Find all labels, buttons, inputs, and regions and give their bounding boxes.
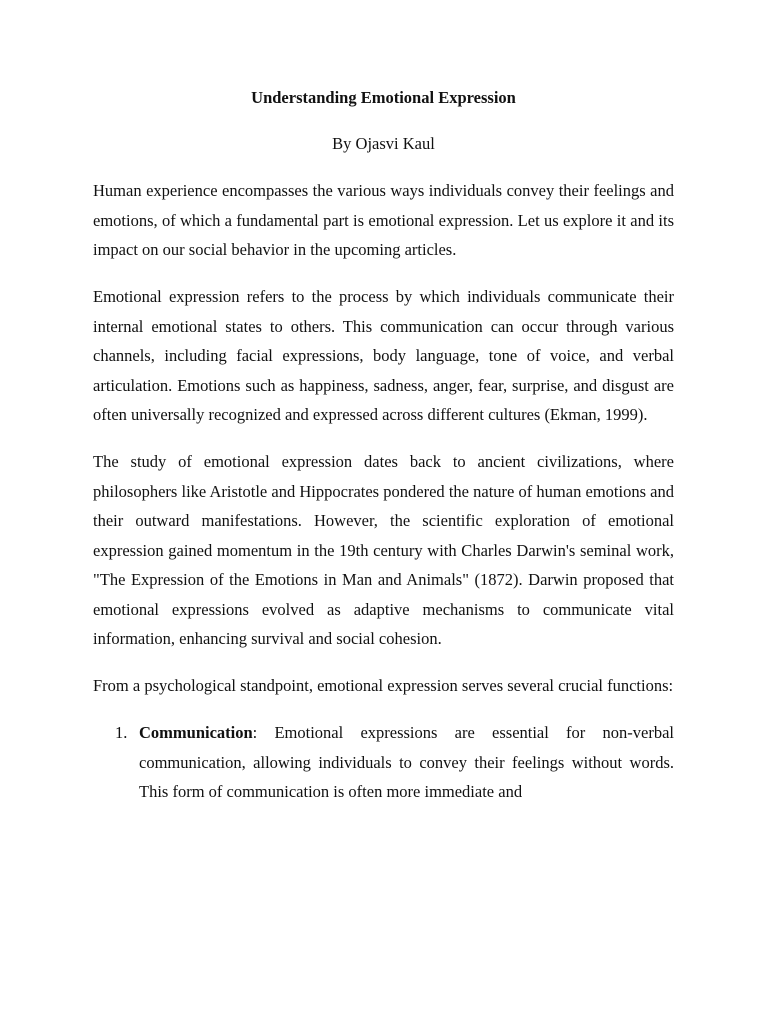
paragraph-functions-intro: From a psychological standpoint, emotional expression serves several crucial functions: — [93, 676, 674, 695]
paragraph-history: The study of emotional expression dates back to ancient civilizations, where philosophers like Aristotle and Hippocrates pondered the nature of human emotions and their outward manifestations. However, the scientific exploration of emotional expression gained momentum in the 19th century with Charles Darwin's seminal work, "The Expression of the Emotions in Man and Animals" (1872). Darwin proposed that emotional expressions evolved as adaptive mechanisms to communicate vital information, enhancing survival and social cohesion. — [93, 452, 674, 648]
list-item-text: : Emotional expressions are essential for non-verbal communication, allowing individuals to convey their feelings without words. This form of communication is often more immediate and — [139, 723, 674, 801]
list-item — [93, 718, 674, 807]
document-byline: By Ojasvi Kaul — [332, 134, 435, 153]
document-title: Understanding Emotional Expression — [251, 88, 516, 107]
paragraph-intro: Human experience encompasses the various ways individuals convey their feelings and emotions, of which a fundamental part is emotional expression. Let us explore it and its impact on our social behavior in the upcoming articles. — [93, 181, 674, 259]
paragraph-definition: Emotional expression refers to the process by which individuals communicate their internal emotional states to others. This communication can occur through various channels, including facial expressions, body language, tone of voice, and verbal articulation. Emotions such as happiness, sadness, anger, fear, surprise, and disgust are often universally recognized and expressed across different cultures (Ekman, 1999). — [93, 287, 674, 424]
document-page — [93, 84, 674, 807]
functions-list — [93, 718, 674, 807]
list-item-term: Communication — [139, 723, 253, 742]
list-item-number: 1. — [115, 723, 128, 742]
